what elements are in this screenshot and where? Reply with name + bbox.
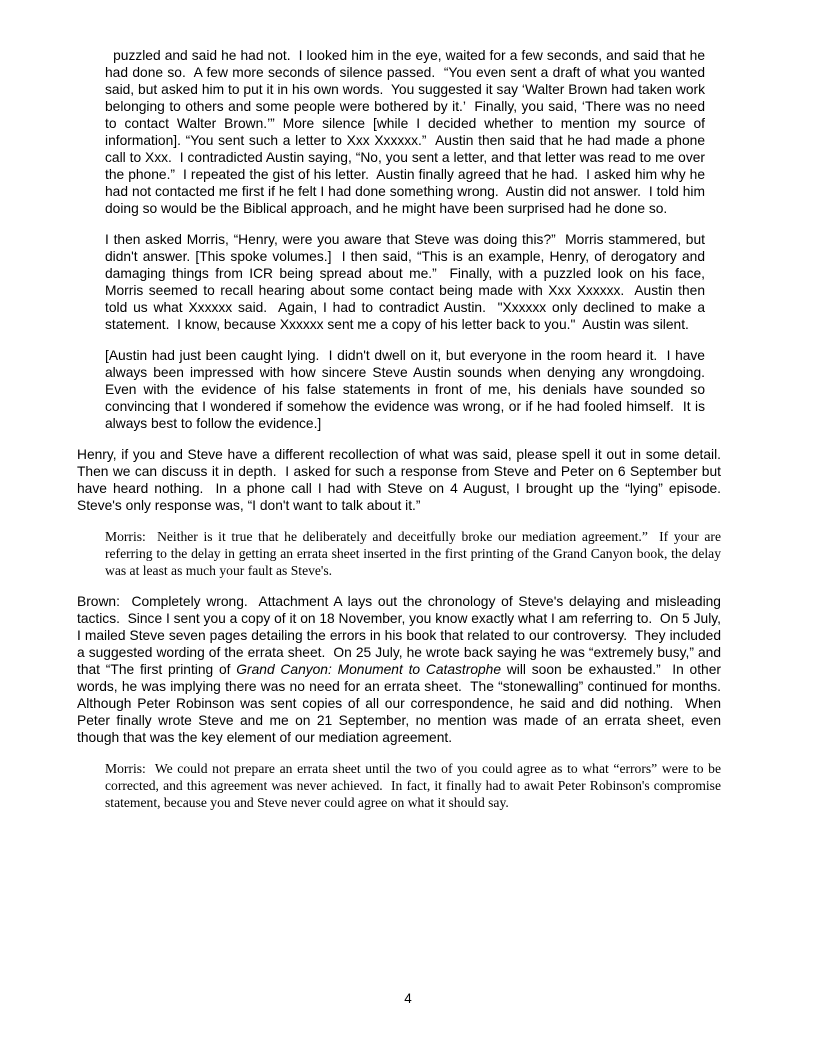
paragraph-bracketed-commentary: [Austin had just been caught lying. I didn't dwell on it, but everyone in the room heard it. I have always been impressed with how sincere Steve Austin sounds when denying any wrongdoing. Even with the evidence of his false statements in front of me, his denials have sounded so convincing that I wondered if somehow the evidence was wrong, or if he had fooled himself. It is always best to follow the evidence.] [105, 348, 713, 431]
book-title: Grand Canyon: Monument to Catastrophe [236, 662, 502, 677]
paragraph-account-continuation: puzzled and said he had not. I looked him in the eye, waited for a few seconds, and said that he had done so. A few more seconds of silence passed. “You even sent a draft of what you wanted said, but asked him to put it in his own words. You suggested it say ‘Walter Brown had taken work belonging to others and some people were bothered by it.’ Finally, you said, ‘There was no need to contact Walter Brown.’” More silence [while I decided whether to mention my source of information]. “You sent such a letter to Xxx Xxxxxx.” Austin then said that he had made a phone call to Xxx. I contradicted Austin saying, “No, you sent a letter, and that letter was read to me over the phone.” I repeated the gist of his letter. Austin finally agreed that he had. I asked him why he had not contacted me first if he felt I had done something wrong. Austin did not answer. I told him doing so would be the Biblical approach, and he might have been surprised had he done so. [105, 48, 709, 216]
paragraph-morris-quote-2: Morris: We could not prepare an errata sheet until the two of you could agree as to what “errors” were to be corrected, and this agreement was never achieved. In fact, it finally had to await Peter Robinson's compromise statement, because you and Steve never could agree on what it should say. [105, 761, 725, 810]
paragraph-henry-request: Henry, if you and Steve have a different recollection of what was said, please spell it out in some detail. Then we can discuss it in depth. I asked for such a response from Steve and Peter on 6 September but have heard nothing. In a phone call I had with Steve on 4 August, I brought up the “lying” episode. Steve's only response was, “I don't want to talk about it.” [77, 447, 729, 513]
brown-response-text-before-title: Brown: Completely wrong. Attachment A lays out the chronology of Steve's delaying and misleading tactics. Since I sent you a copy of it on 18 November, you know exactly what I am referring to. On 5 July, I mailed Steve seven pages detailing the errors in his book that related to our controversy. They included a suggested wording of the errata sheet. On 25 July, he wrote back saying he was “extremely busy,” and that “The first printing of [77, 594, 725, 677]
paragraph-brown-response [77, 593, 729, 746]
letter-body [77, 47, 729, 825]
paragraph-morris-quote-1: Morris: Neither is it true that he deliberately and deceitfully broke our mediation agreement.” If your are referring to the delay in getting an errata sheet inserted in the first printing of the Grand Canyon book, the delay was at least as much your fault as Steve's. [105, 529, 725, 578]
paragraph-account-morris-question: I then asked Morris, “Henry, were you aware that Steve was doing this?” Morris stammered, but didn't answer. [This spoke volumes.] I then said, “This is an example, Henry, of derogatory and damaging things from ICR being spread about me.” Finally, with a puzzled look on his face, Morris seemed to recall hearing about some contact being made with Xxx Xxxxxx. Austin then told us what Xxxxxx said. Again, I had to contradict Austin. "Xxxxxx only declined to make a statement. I know, because Xxxxxx sent me a copy of his letter back to you." Austin was silent. [105, 232, 709, 332]
page-number: 4 [404, 991, 412, 1006]
brown-response-text-after-title: will soon be exhausted.” In other words, he was implying there was no need for an errata sheet. The “stonewalling” continued for months. Although Peter Robinson was sent copies of all our correspondence, he said and did nothing. When Peter finally wrote Steve and me on 21 September, no mention was made of an errata sheet, even though that was the key element of our mediation agreement. [77, 662, 729, 745]
